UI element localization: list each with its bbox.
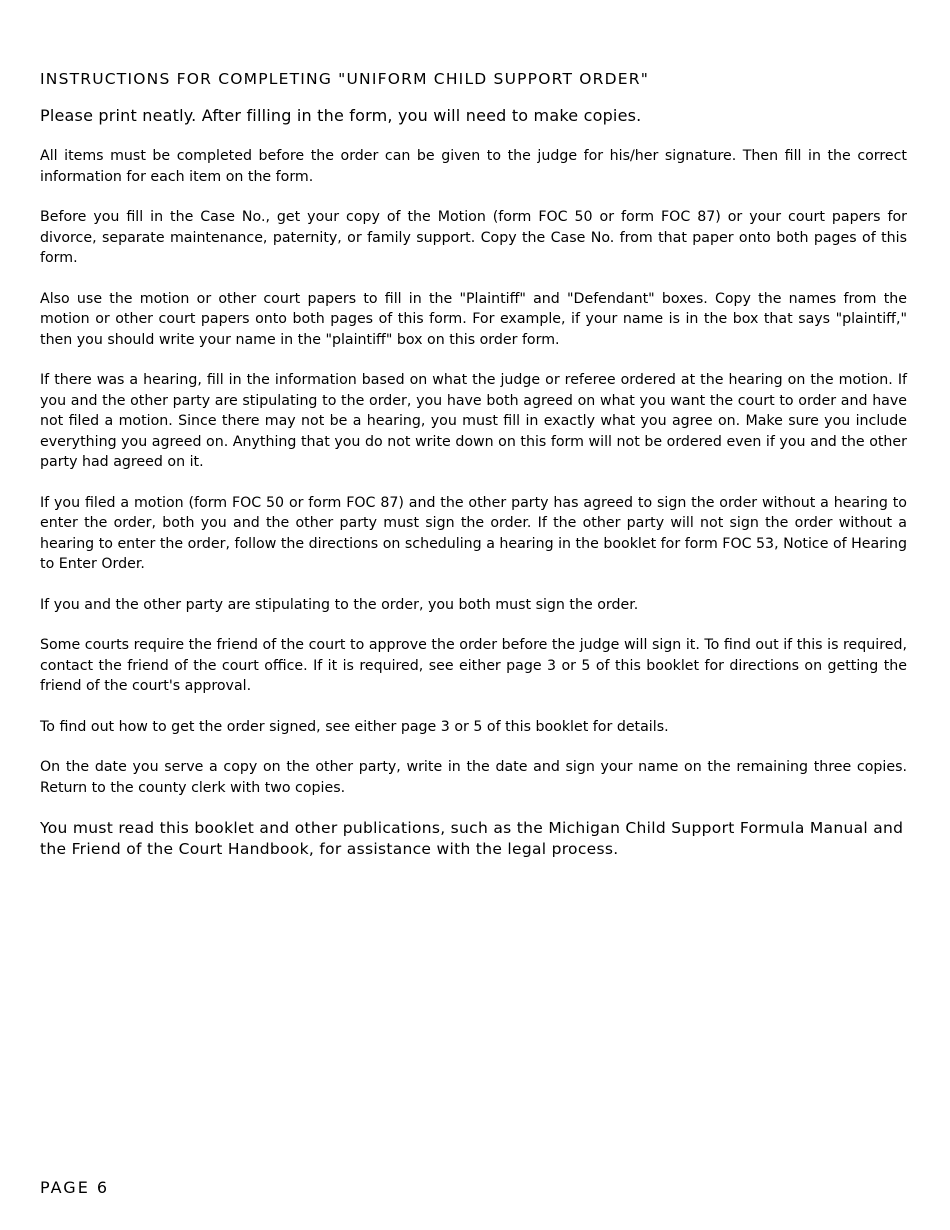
intro-text: Please print neatly. After filling in the form, you will need to make copies.	[40, 106, 642, 125]
instructions-page	[40, 70, 907, 859]
paragraph-stipulating: If you and the other party are stipulating to the order, you both must sign the order.	[40, 596, 639, 613]
paragraph-friend-of-court: Some courts require the friend of the court to approve the order before the judge will sign it. To find out if this is required, contact the friend of the court office. If it is required, see either page 3 or 5 of this booklet for directions on getting the friend of the court's approval.	[40, 637, 907, 694]
paragraph-order-signed: To find out how to get the order signed, see either page 3 or 5 of this booklet for details.	[40, 718, 669, 735]
page-number: PAGE 6	[40, 1178, 110, 1197]
paragraph-case-number: Before you fill in the Case No., get your copy of the Motion (form FOC 50 or form FOC 87) or your court papers for divorce, separate maintenance, paternity, or family support. Copy the Case No. from that paper onto both pages of this form.	[40, 209, 907, 266]
paragraph-items-completed: All items must be completed before the order can be given to the judge for his/her signature. Then fill in the correct information for each item on the form.	[40, 148, 907, 185]
paragraph-hearing: If there was a hearing, fill in the information based on what the judge or referee ordered at the hearing on the motion. If you and the other party are stipulating to the order, you have both agreed on what you want the court to order and have not filed a motion. Since there may not be a hearing, you must fill in exactly what you agree on. Make sure you include everything you agreed on. Anything that you do not write down on this form will not be ordered even if you and the other party had agreed on it.	[40, 372, 907, 470]
paragraph-serve-copy: On the date you serve a copy on the other party, write in the date and sign your name on the remaining three copies. Return to the county clerk with two copies.	[40, 759, 907, 796]
closing-text: You must read this booklet and other publications, such as the Michigan Child Support Formula Manual and the Friend of the Court Handbook, for assistance with the legal process.	[40, 819, 904, 858]
paragraph-plaintiff-defendant: Also use the motion or other court papers to fill in the "Plaintiff" and "Defendant" boxes. Copy the names from the motion or other court papers onto both pages of this form. For example, if your name is in the box that says "plaintiff," then you should write your name in the "plaintiff" box on this order form.	[40, 290, 907, 348]
page-heading: INSTRUCTIONS FOR COMPLETING "UNIFORM CHILD SUPPORT ORDER"	[40, 70, 650, 88]
paragraph-filed-motion: If you filed a motion (form FOC 50 or form FOC 87) and the other party has agreed to sign the order without a hearing to enter the order, both you and the other party must sign the order. If the other party will not sign the order without a hearing to enter the order, follow the directions on scheduling a hearing in the booklet for form FOC 53, Notice of Hearing to Enter Order.	[40, 494, 907, 572]
